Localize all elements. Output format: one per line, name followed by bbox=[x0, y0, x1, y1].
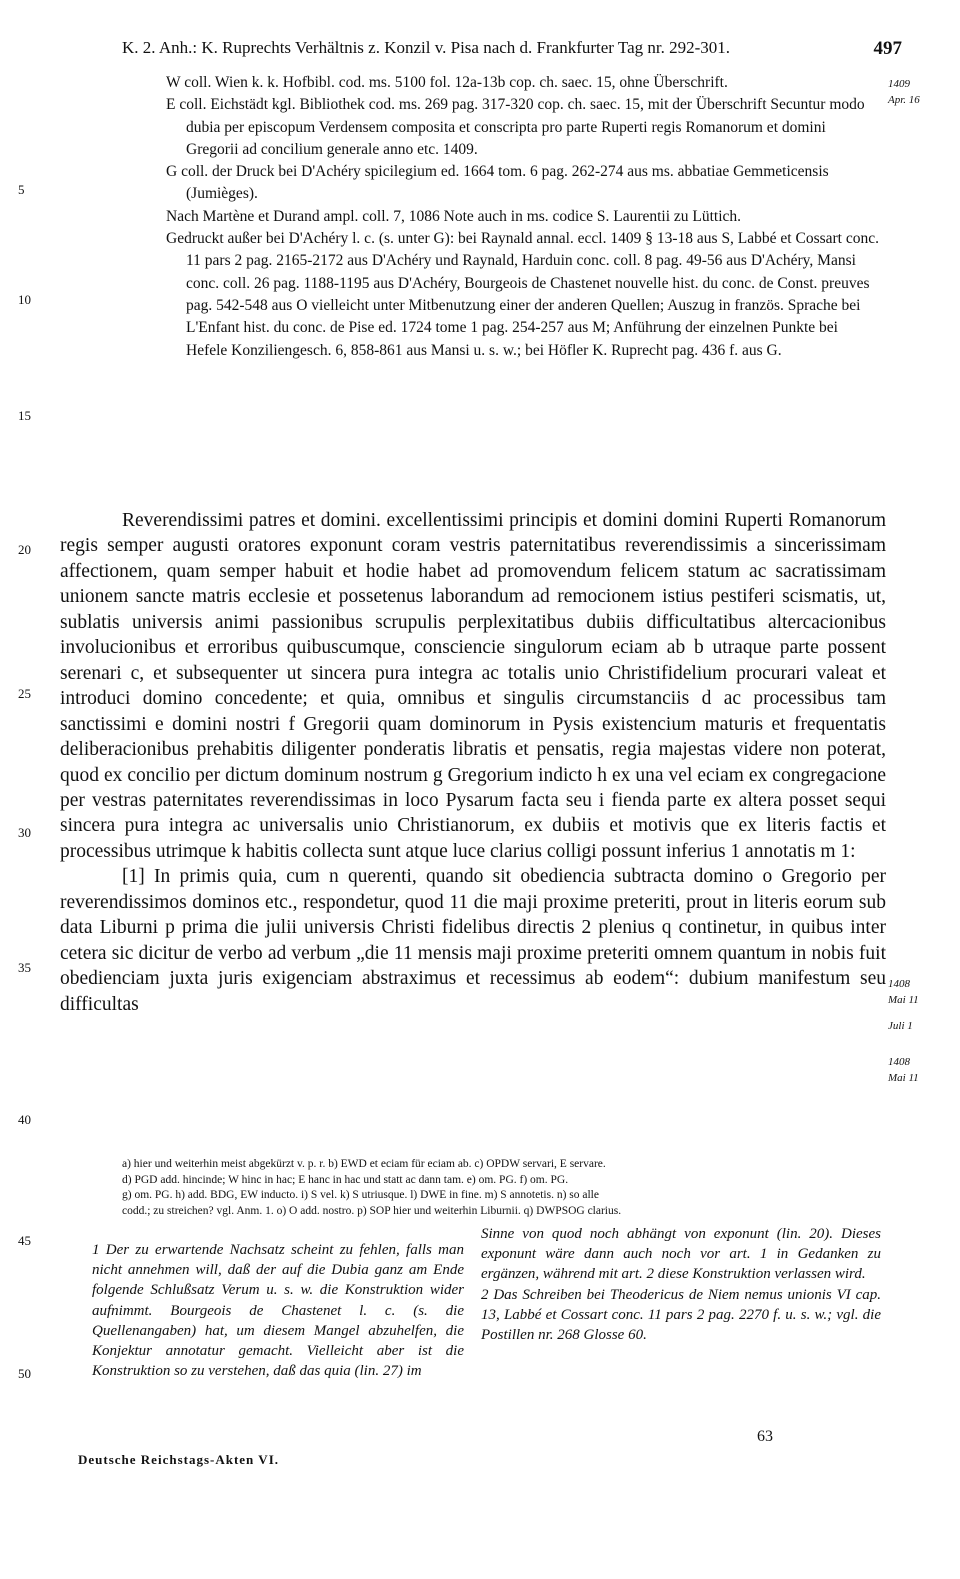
source-entry: G coll. der Druck bei D'Achéry spicilegium ed. 1664 tom. 6 pag. 262-274 aus ms. abbatiae Gemmeticensis (Jumièges). bbox=[166, 163, 829, 203]
line-number: 30 bbox=[18, 825, 31, 840]
margin-date: 1408 bbox=[888, 978, 910, 990]
apparatus-line: a) hier und weiterhin meist abgekürzt v. p. r. b) EWD et eciam für eciam ab. c) OPDW servari, E servare. bbox=[122, 1158, 606, 1170]
margin-date: Mai 11 bbox=[888, 1072, 919, 1084]
signature-mark: 63 bbox=[757, 1428, 773, 1445]
line-number: 35 bbox=[18, 960, 31, 975]
main-paragraph: Reverendissimi patres et domini. excellentissimi principis et domini domini Ruperti Romanorum regis semper augusti oratores exponunt coram vestris paternitatibus reverendissimis a sincerissimam affectionem, quam semper habuit et hodie habet ad promovendum felicem statum ac sacratissimam unionem sancte matris ecclesie et possetenus laborandum ad remocionem istius pestiferi scismatis, ut, sublatis universis animi passionibus scrupulis perplexitatibus dubiis difficultatibus altercacionibus involucionibus et erroribus quibuscumque, consciencie singulorum eciam ab b utraque parte possent serenari c, et subsequenter ut sincera pura integra ac totalis unio Christifidelium procurari valeat et introduci domino concedente; et quia, omnibus et singulis circumstanciis d ac processibus tam sanctissimi e domini nostri f Gregorii quam dominorum in Pysis existencium maturis et frequentatis deliberacionibus prehabitis diligenter ponderatis libratis et pensatis, regia majestas videre non poterat, quod ex concilio per dictum dominum nostrum g Gregorium indicto h ex una vel eciam ex congregacione per vestras paternitates reverendissimas in loco Pysarum facta seu i fienda parte ex altera posset sequi sincera pura integra ac universalis unio Christianorum, ex dubiis et motivis que ex literis factis et processibus utrimque k habitis collecta sunt atque luce clarius colligi possunt inferius 1 annotatis m 1: bbox=[60, 510, 886, 862]
margin-date: Apr. 16 bbox=[888, 94, 920, 106]
apparatus-line: codd.; zu streichen? vgl. Anm. 1. o) O add. nostro. p) SOP hier und weiterhin Liburnii. q) DWPSOG clarius. bbox=[122, 1204, 622, 1217]
source-entry: Gedruckt außer bei D'Achéry l. c. (s. unter G): bei Raynald annal. eccl. 1409 § 13-18 aus S, Labbé et Cossart conc. 11 pars 2 pag. 2165-2172 aus D'Achéry und Raynald, Harduin conc. coll. 8 pag. 49-56 aus D'Achéry, Mansi conc. coll. 26 pag. 1188-1195 aus D'Achéry, Bourgeois de Chastenet nouvelle hist. du conc. de Const. preuves pag. 542-548 aus O vielleicht unter Mitbenutzung einer der anderen Quellen; Auszug in französ. Sprache bei L'Enfant hist. du conc. de Pise ed. 1724 tome 1 pag. 254-257 aus M; Anführung der einzelnen Punkte bei Hefele Konziliengesch. 6, 858-861 aus Mansi u. s. w.; bei Höfler K. Ruprecht pag. 436 f. aus G. bbox=[166, 230, 879, 359]
footnote: 2 Das Schreiben bei Theodericus de Niem nemus unionis VI cap. 13, Labbé et Cossart conc. 11 pars 2 pag. 2270 f. u. s. w.; vgl. die Postillen nr. 268 Glosse 60. bbox=[481, 1286, 881, 1344]
line-number: 40 bbox=[18, 1112, 31, 1127]
source-entry: Nach Martène et Durand ampl. coll. 7, 1086 Note auch in ms. codice S. Laurentii zu Lüttich. bbox=[166, 207, 742, 225]
line-number: 20 bbox=[18, 542, 31, 557]
line-number: 10 bbox=[18, 292, 31, 307]
apparatus-line: g) om. PG. h) add. BDG, EW inducto. i) S vel. k) S utriusque. l) DWE in fine. m) S annotetis. n) so alle bbox=[122, 1189, 599, 1201]
main-text bbox=[60, 508, 886, 1017]
header-title: K. 2. Anh.: K. Ruprechts Verhältnis z. Konzil v. Pisa nach d. Frankfurter Tag nr. 292-301. bbox=[122, 38, 731, 57]
margin-date: Mai 11 bbox=[888, 994, 919, 1006]
line-number: 50 bbox=[18, 1366, 31, 1381]
critical-apparatus bbox=[122, 1157, 882, 1219]
footnotes-left-column bbox=[92, 1240, 464, 1381]
source-entry: W coll. Wien k. k. Hofbibl. cod. ms. 5100 fol. 12a-13b cop. ch. saec. 15, ohne Überschrift. bbox=[166, 74, 728, 91]
margin-date: Juli 1 bbox=[888, 1020, 913, 1032]
line-number: 45 bbox=[18, 1233, 31, 1248]
main-paragraph: [1] In primis quia, cum n querenti, quando sit obediencia subtracta domino o Gregorio per reverendissimos dominos etc., respondetur, quod 11 die maji proxime preteriti, prout in literis eorum sub data Liburni p prima die julii universis Christi fidelibus directis 2 plenius q continetur, in quibus inter cetera sic dicitur de verbo ad verbum „die 11 mensis maji proxime preteriti omnem quantum in nobis fuit obedienciam juxta juris exigenciam abstraximus et recessimus ab eodem“: dubium manifestum seu difficultas bbox=[60, 866, 886, 1015]
imprint: Deutsche Reichstags-Akten VI. bbox=[78, 1452, 280, 1467]
footnote: 1 Der zu erwartende Nachsatz scheint zu fehlen, falls man nicht annehmen will, daß der auf die Dubia ganz am Ende folgende Schlußsatz Verum u. s. w. die Konstruktion wider aufnimmt. Bourgeois de Chastenet l. c. (s. die Quellenangaben) hat, um diesem Mangel abzuhelfen, die Konjektur annotatur gemacht. Vielleicht aber ist die Konstruktion so zu verstehen, daß das quia (lin. 27) im bbox=[92, 1242, 464, 1380]
source-entry: E coll. Eichstädt kgl. Bibliothek cod. ms. 269 pag. 317-320 cop. ch. saec. 15, mit der Überschrift Secuntur modo dubia per episcopum Verdensem composita et conscripta pro parte Ruperti regis Romanorum et domini Gregorii ad concilium generale anno etc. 1409. bbox=[166, 96, 865, 158]
page-number: 497 bbox=[873, 38, 902, 59]
line-number: 25 bbox=[18, 686, 31, 701]
margin-date: 1409 bbox=[888, 78, 910, 90]
footnote: Sinne von quod noch abhängt von exponunt (lin. 20). Dieses exponunt wäre dann auch noch vor art. 1 in Gedanken zu ergänzen, während mit art. 2 diese Konstruktion verlassen wird. bbox=[481, 1226, 881, 1283]
source-description bbox=[166, 72, 882, 362]
line-number: 15 bbox=[18, 408, 31, 423]
margin-date: 1408 bbox=[888, 1056, 910, 1068]
line-number: 5 bbox=[18, 182, 25, 197]
apparatus-line: d) PGD add. hincinde; W hinc in hac; E hanc in hac und statt ac dann tam. e) om. PG. f) om. PG. bbox=[122, 1173, 569, 1186]
footnotes-right-column bbox=[481, 1224, 881, 1345]
